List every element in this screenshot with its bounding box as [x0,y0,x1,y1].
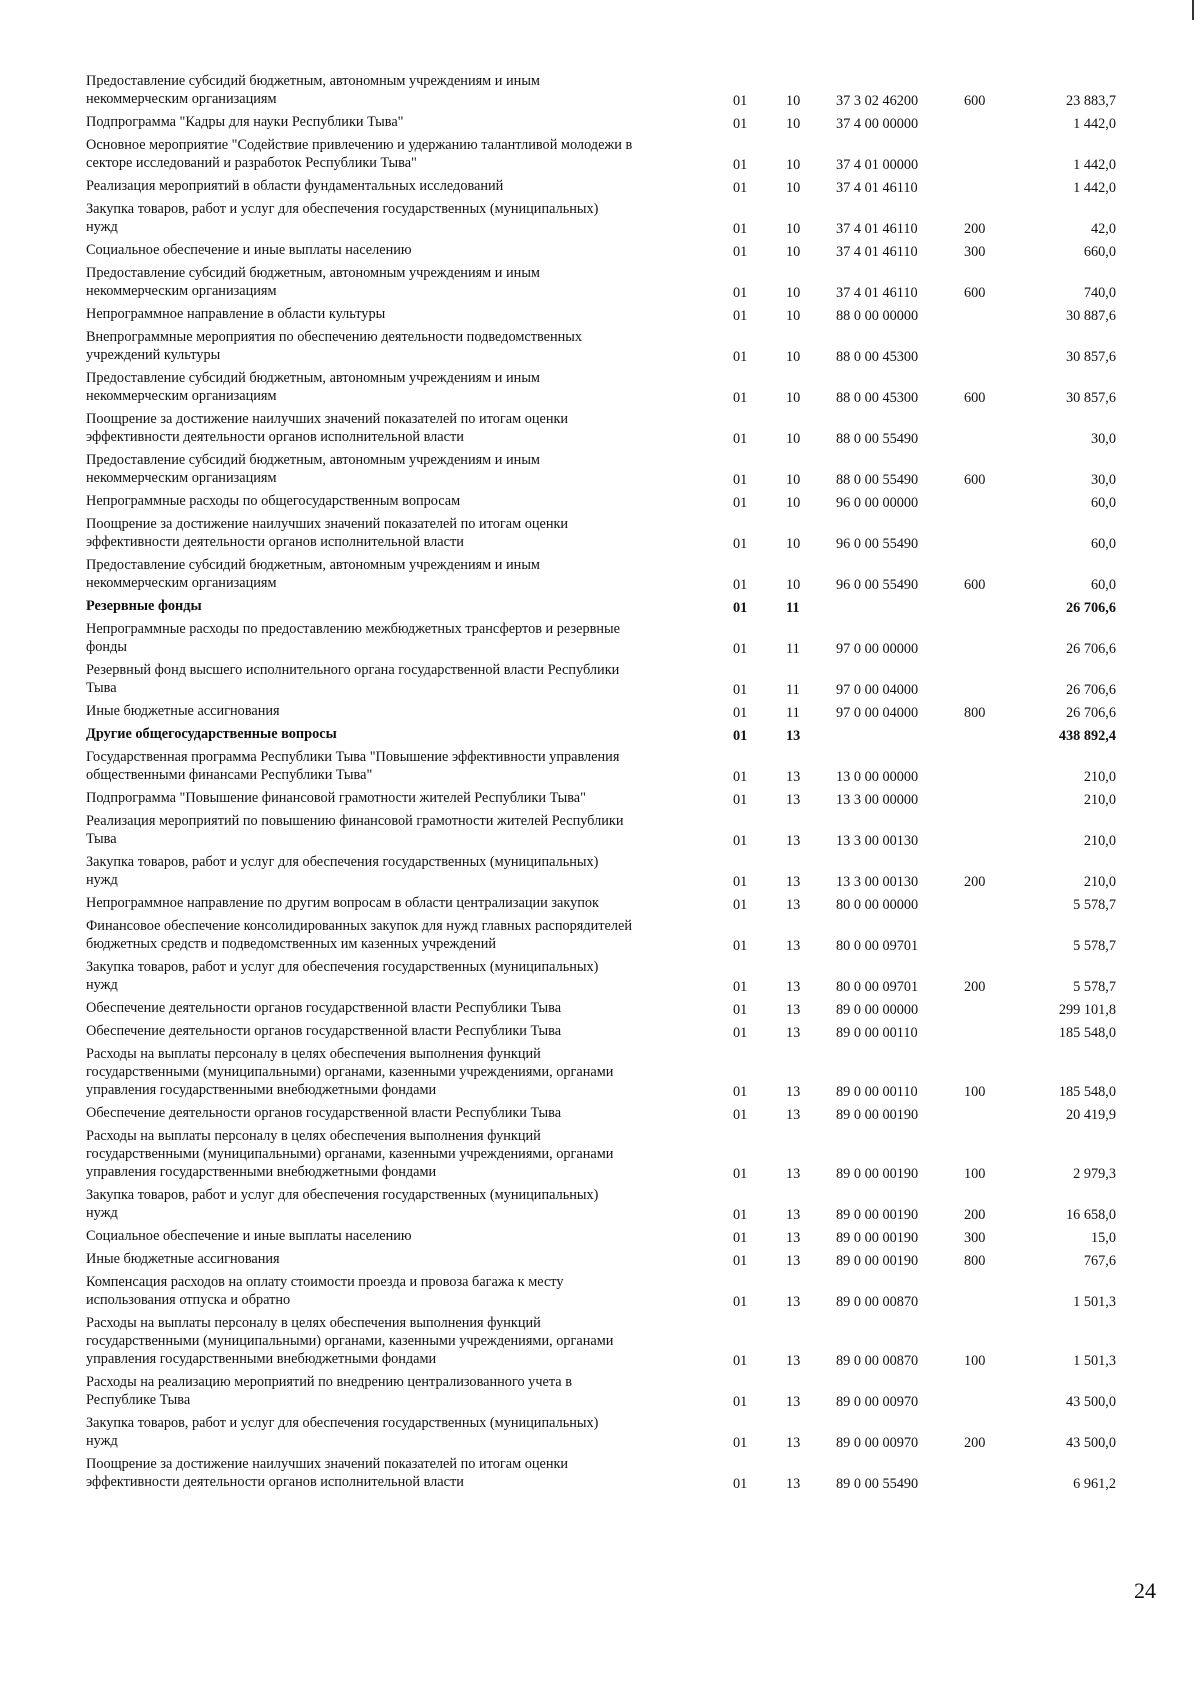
page-number: 24 [1134,1578,1156,1603]
row-subsection-code: 13 [786,1294,801,1310]
row-section-code: 01 [733,1107,748,1123]
row-target-article: 80 0 00 00000 [836,897,919,913]
table-row [86,892,1136,915]
row-name: Финансовое обеспечение консолидированных закупок для нужд главных распорядителей бюджетных средств и подведомственных им казенных учреждений [86,918,632,952]
row-section-code: 01 [733,577,748,593]
row-subsection-code: 10 [786,157,801,173]
row-target-article: 89 0 00 00970 [836,1394,919,1410]
table-row [86,490,1136,513]
row-subsection-code: 13 [786,1253,801,1269]
row-amount: 1 442,0 [1073,157,1116,173]
row-section-code: 01 [733,682,748,698]
row-name: Социальное обеспечение и иные выплаты населению [86,1228,412,1244]
row-expense-type: 600 [964,93,986,109]
row-name: Поощрение за достижение наилучших значений показателей по итогам оценки эффективности деятельности органов исполнительной власти [86,516,569,550]
row-subsection-code: 13 [786,1353,801,1369]
row-amount: 5 578,7 [1073,938,1116,954]
row-section-code: 01 [733,349,748,365]
row-amount: 23 883,7 [1065,93,1116,109]
row-section-code: 01 [733,1435,748,1451]
row-expense-type: 200 [964,221,986,237]
row-amount: 43 500,0 [1065,1435,1116,1451]
row-target-article: 37 4 00 00000 [836,116,919,132]
row-target-article: 88 0 00 45300 [836,349,919,365]
row-name: Поощрение за достижение наилучших значений показателей по итогам оценки эффективности деятельности органов исполнительной власти [86,1456,569,1490]
row-amount: 30 857,6 [1065,349,1116,365]
row-name: Непрограммное направление в области культуры [86,306,386,322]
row-amount: 767,6 [1083,1253,1116,1269]
row-amount: 26 706,6 [1065,600,1116,616]
table-row [86,1412,1136,1453]
row-amount: 185 548,0 [1058,1025,1116,1041]
row-subsection-code: 11 [786,705,800,721]
row-name: Расходы на выплаты персоналу в целях обеспечения выполнения функций государственными (муниципальными) органами, казенными учреждениями, органами управления государственными внебюджетными фондами [86,1315,614,1367]
row-subsection-code: 13 [786,874,801,890]
row-amount: 60,0 [1090,577,1116,593]
row-name: Подпрограмма "Повышение финансовой грамотности жителей Республики Тыва" [86,790,586,806]
row-subsection-code: 11 [786,641,800,657]
row-section-code: 01 [733,180,748,196]
row-name: Реализация мероприятий в области фундаментальных исследований [86,178,504,194]
row-name: Реализация мероприятий по повышению финансовой грамотности жителей Республики Тыва [86,813,624,847]
table-row [86,810,1136,851]
row-section-code: 01 [733,536,748,552]
table-row [86,554,1136,595]
table-row [86,700,1136,723]
row-amount: 185 548,0 [1058,1084,1116,1100]
row-amount: 15,0 [1090,1230,1116,1246]
row-section-code: 01 [733,792,748,808]
row-subsection-code: 10 [786,472,801,488]
row-subsection-code: 13 [786,1166,801,1182]
row-expense-type: 200 [964,874,986,890]
row-target-article: 89 0 00 00870 [836,1294,919,1310]
row-subsection-code: 10 [786,93,801,109]
row-name: Поощрение за достижение наилучших значений показателей по итогам оценки эффективности деятельности органов исполнительной власти [86,411,569,445]
row-subsection-code: 10 [786,390,801,406]
row-amount: 1 442,0 [1073,116,1116,132]
row-subsection-code: 10 [786,244,801,260]
row-name: Закупка товаров, работ и услуг для обеспечения государственных (муниципальных) нужд [86,201,599,235]
row-target-article: 37 4 01 46110 [836,244,918,260]
row-section-code: 01 [733,1207,748,1223]
row-section-code: 01 [733,641,748,657]
row-subsection-code: 10 [786,495,801,511]
row-section-code: 01 [733,1166,748,1182]
row-target-article: 96 0 00 55490 [836,577,919,593]
row-amount: 210,0 [1083,833,1116,849]
row-section-code: 01 [733,728,748,744]
row-section-code: 01 [733,897,748,913]
table-row [86,111,1136,134]
row-target-article: 88 0 00 45300 [836,390,919,406]
row-subsection-code: 13 [786,938,801,954]
row-expense-type: 600 [964,390,986,406]
table-row [86,262,1136,303]
row-section-code: 01 [733,705,748,721]
table-row [86,70,1136,111]
row-name: Компенсация расходов на оплату стоимости проезда и провоза багажа к месту использования отпуска и обратно [86,1274,564,1308]
row-section-code: 01 [733,1353,748,1369]
row-name: Обеспечение деятельности органов государственной власти Республики Тыва [86,1105,562,1121]
row-target-article: 89 0 00 00970 [836,1435,919,1451]
table-row [86,1225,1136,1248]
row-amount: 30,0 [1090,472,1116,488]
row-target-article: 96 0 00 55490 [836,536,919,552]
row-name: Закупка товаров, работ и услуг для обеспечения государственных (муниципальных) нужд [86,1415,599,1449]
row-subsection-code: 10 [786,431,801,447]
row-name: Обеспечение деятельности органов государственной власти Республики Тыва [86,1023,562,1039]
row-amount: 210,0 [1083,874,1116,890]
budget-table [86,70,1136,1494]
row-section-code: 01 [733,874,748,890]
row-expense-type: 600 [964,472,986,488]
table-row [86,239,1136,262]
row-name: Расходы на выплаты персоналу в целях обеспечения выполнения функций государственными (муниципальными) органами, казенными учреждениями, органами управления государственными внебюджетными фондами [86,1128,614,1180]
table-row [86,513,1136,554]
row-target-article: 88 0 00 00000 [836,308,919,324]
row-name: Непрограммные расходы по предоставлению межбюджетных трансфертов и резервные фонды [86,621,620,655]
row-amount: 42,0 [1090,221,1116,237]
row-section-code: 01 [733,1476,748,1492]
row-amount: 660,0 [1083,244,1116,260]
row-expense-type: 800 [964,705,986,721]
row-name: Непрограммное направление по другим вопросам в области централизации закупок [86,895,599,911]
table-row [86,1312,1136,1371]
row-target-article: 37 4 01 46110 [836,221,918,237]
row-target-article: 13 3 00 00000 [836,792,919,808]
row-expense-type: 300 [964,244,986,260]
table-row [86,1043,1136,1102]
row-name: Резервные фонды [86,598,202,614]
row-target-article: 89 0 00 00190 [836,1253,919,1269]
row-section-code: 01 [733,1084,748,1100]
row-section-code: 01 [733,495,748,511]
row-subsection-code: 10 [786,308,801,324]
row-subsection-code: 11 [786,600,800,616]
row-target-article: 37 4 01 00000 [836,157,919,173]
row-expense-type: 200 [964,979,986,995]
row-amount: 60,0 [1090,495,1116,511]
row-subsection-code: 11 [786,682,800,698]
row-amount: 26 706,6 [1065,705,1116,721]
row-amount: 26 706,6 [1065,641,1116,657]
row-subsection-code: 13 [786,833,801,849]
table-row [86,449,1136,490]
table-row [86,659,1136,700]
row-target-article: 37 3 02 46200 [836,93,919,109]
row-expense-type: 600 [964,577,986,593]
row-amount: 60,0 [1090,536,1116,552]
row-section-code: 01 [733,157,748,173]
row-name: Непрограммные расходы по общегосударственным вопросам [86,493,461,509]
row-target-article: 13 0 00 00000 [836,769,919,785]
row-target-article: 89 0 00 55490 [836,1476,919,1492]
row-subsection-code: 13 [786,1230,801,1246]
row-section-code: 01 [733,1025,748,1041]
row-subsection-code: 13 [786,979,801,995]
table-row [86,1102,1136,1125]
row-target-article: 89 0 00 00110 [836,1025,918,1041]
row-section-code: 01 [733,244,748,260]
table-row [86,1271,1136,1312]
row-name: Предоставление субсидий бюджетным, автономным учреждениям и иным некоммерческим организациям [86,370,540,404]
table-row [86,303,1136,326]
row-target-article: 37 4 01 46110 [836,180,918,196]
row-target-article: 80 0 00 09701 [836,938,919,954]
table-row [86,915,1136,956]
row-name: Государственная программа Республики Тыва "Повышение эффективности управления общественными финансами Республики Тыва" [86,749,620,783]
row-name: Расходы на реализацию мероприятий по внедрению централизованного учета в Республике Тыва [86,1374,572,1408]
section-row [86,723,1136,746]
row-target-article: 89 0 00 00870 [836,1353,919,1369]
row-amount: 26 706,6 [1065,682,1116,698]
row-subsection-code: 10 [786,116,801,132]
table-row [86,746,1136,787]
row-name: Другие общегосударственные вопросы [86,726,337,742]
table-row [86,1020,1136,1043]
row-amount: 20 419,9 [1065,1107,1116,1123]
row-amount: 210,0 [1083,769,1116,785]
table-row [86,175,1136,198]
row-section-code: 01 [733,1294,748,1310]
table-row [86,326,1136,367]
row-amount: 1 442,0 [1073,180,1116,196]
row-subsection-code: 10 [786,221,801,237]
row-section-code: 01 [733,1394,748,1410]
row-expense-type: 200 [964,1435,986,1451]
row-name: Внепрограммные мероприятия по обеспечению деятельности подведомственных учреждений культуры [86,329,583,363]
row-name: Предоставление субсидий бюджетным, автономным учреждениям и иным некоммерческим организациям [86,73,540,107]
row-subsection-code: 13 [786,897,801,913]
table-row [86,618,1136,659]
row-target-article: 89 0 00 00190 [836,1107,919,1123]
row-subsection-code: 10 [786,577,801,593]
row-section-code: 01 [733,1002,748,1018]
table-row [86,997,1136,1020]
row-subsection-code: 13 [786,1002,801,1018]
row-section-code: 01 [733,116,748,132]
table-row [86,851,1136,892]
table-row [86,1371,1136,1412]
row-expense-type: 100 [964,1353,986,1369]
row-section-code: 01 [733,979,748,995]
row-subsection-code: 13 [786,1435,801,1451]
row-amount: 5 578,7 [1073,979,1116,995]
row-amount: 299 101,8 [1058,1002,1116,1018]
row-name: Подпрограмма "Кадры для науки Республики Тыва" [86,114,404,130]
row-section-code: 01 [733,833,748,849]
row-target-article: 37 4 01 46110 [836,285,918,301]
row-name: Иные бюджетные ассигнования [86,1251,280,1267]
row-expense-type: 300 [964,1230,986,1246]
table-row [86,787,1136,810]
row-name: Предоставление субсидий бюджетным, автономным учреждениям и иным некоммерческим организациям [86,452,540,486]
row-target-article: 89 0 00 00190 [836,1230,919,1246]
row-target-article: 13 3 00 00130 [836,833,919,849]
row-name: Расходы на выплаты персоналу в целях обеспечения выполнения функций государственными (муниципальными) органами, казенными учреждениями, органами управления государственными внебюджетными фондами [86,1046,614,1098]
row-subsection-code: 13 [786,1207,801,1223]
row-amount: 30 887,6 [1065,308,1116,324]
table-row [86,198,1136,239]
row-section-code: 01 [733,431,748,447]
row-amount: 30,0 [1090,431,1116,447]
row-section-code: 01 [733,390,748,406]
row-subsection-code: 13 [786,769,801,785]
row-section-code: 01 [733,472,748,488]
row-amount: 1 501,3 [1073,1294,1116,1310]
row-amount: 6 961,2 [1073,1476,1116,1492]
row-section-code: 01 [733,285,748,301]
table-row [86,134,1136,175]
row-expense-type: 800 [964,1253,986,1269]
row-amount: 438 892,4 [1058,728,1116,744]
row-target-article: 89 0 00 00190 [836,1166,919,1182]
row-section-code: 01 [733,1230,748,1246]
row-amount: 740,0 [1083,285,1116,301]
row-subsection-code: 13 [786,1476,801,1492]
row-expense-type: 100 [964,1166,986,1182]
section-row [86,595,1136,618]
row-subsection-code: 10 [786,285,801,301]
row-target-article: 89 0 00 00000 [836,1002,919,1018]
table-row [86,1184,1136,1225]
table-row [86,1248,1136,1271]
row-amount: 30 857,6 [1065,390,1116,406]
row-target-article: 13 3 00 00130 [836,874,919,890]
row-target-article: 80 0 00 09701 [836,979,919,995]
row-name: Предоставление субсидий бюджетным, автономным учреждениям и иным некоммерческим организациям [86,265,540,299]
row-expense-type: 100 [964,1084,986,1100]
scan-artifact-mark [1192,0,1194,20]
row-subsection-code: 10 [786,536,801,552]
row-amount: 16 658,0 [1065,1207,1116,1223]
row-name: Иные бюджетные ассигнования [86,703,280,719]
row-amount: 210,0 [1083,792,1116,808]
row-target-article: 89 0 00 00110 [836,1084,918,1100]
row-target-article: 89 0 00 00190 [836,1207,919,1223]
row-subsection-code: 13 [786,1107,801,1123]
row-name: Резервный фонд высшего исполнительного органа государственной власти Республики Тыва [86,662,620,696]
row-target-article: 88 0 00 55490 [836,431,919,447]
row-name: Закупка товаров, работ и услуг для обеспечения государственных (муниципальных) нужд [86,854,599,888]
row-section-code: 01 [733,938,748,954]
row-subsection-code: 13 [786,1084,801,1100]
row-section-code: 01 [733,221,748,237]
row-target-article: 97 0 00 04000 [836,705,919,721]
table-row [86,1453,1136,1494]
row-target-article: 96 0 00 00000 [836,495,919,511]
table-row [86,367,1136,408]
row-name: Закупка товаров, работ и услуг для обеспечения государственных (муниципальных) нужд [86,959,599,993]
row-subsection-code: 10 [786,349,801,365]
row-target-article: 97 0 00 04000 [836,682,919,698]
row-subsection-code: 13 [786,792,801,808]
row-subsection-code: 13 [786,728,801,744]
row-amount: 2 979,3 [1073,1166,1116,1182]
row-section-code: 01 [733,93,748,109]
table-row [86,956,1136,997]
table-row [86,1125,1136,1184]
row-target-article: 88 0 00 55490 [836,472,919,488]
row-amount: 5 578,7 [1073,897,1116,913]
row-subsection-code: 13 [786,1394,801,1410]
row-amount: 1 501,3 [1073,1353,1116,1369]
row-section-code: 01 [733,308,748,324]
row-name: Социальное обеспечение и иные выплаты населению [86,242,412,258]
row-amount: 43 500,0 [1065,1394,1116,1410]
row-expense-type: 600 [964,285,986,301]
row-expense-type: 200 [964,1207,986,1223]
row-name: Предоставление субсидий бюджетным, автономным учреждениям и иным некоммерческим организациям [86,557,540,591]
row-subsection-code: 10 [786,180,801,196]
row-name: Закупка товаров, работ и услуг для обеспечения государственных (муниципальных) нужд [86,1187,599,1221]
row-section-code: 01 [733,1253,748,1269]
row-subsection-code: 13 [786,1025,801,1041]
row-section-code: 01 [733,769,748,785]
row-name: Основное мероприятие "Содействие привлечению и удержанию талантливой молодежи в секторе исследований и разработок Республики Тыва" [86,137,633,171]
row-name: Обеспечение деятельности органов государственной власти Республики Тыва [86,1000,562,1016]
row-section-code: 01 [733,600,748,616]
table-row [86,408,1136,449]
row-target-article: 97 0 00 00000 [836,641,919,657]
